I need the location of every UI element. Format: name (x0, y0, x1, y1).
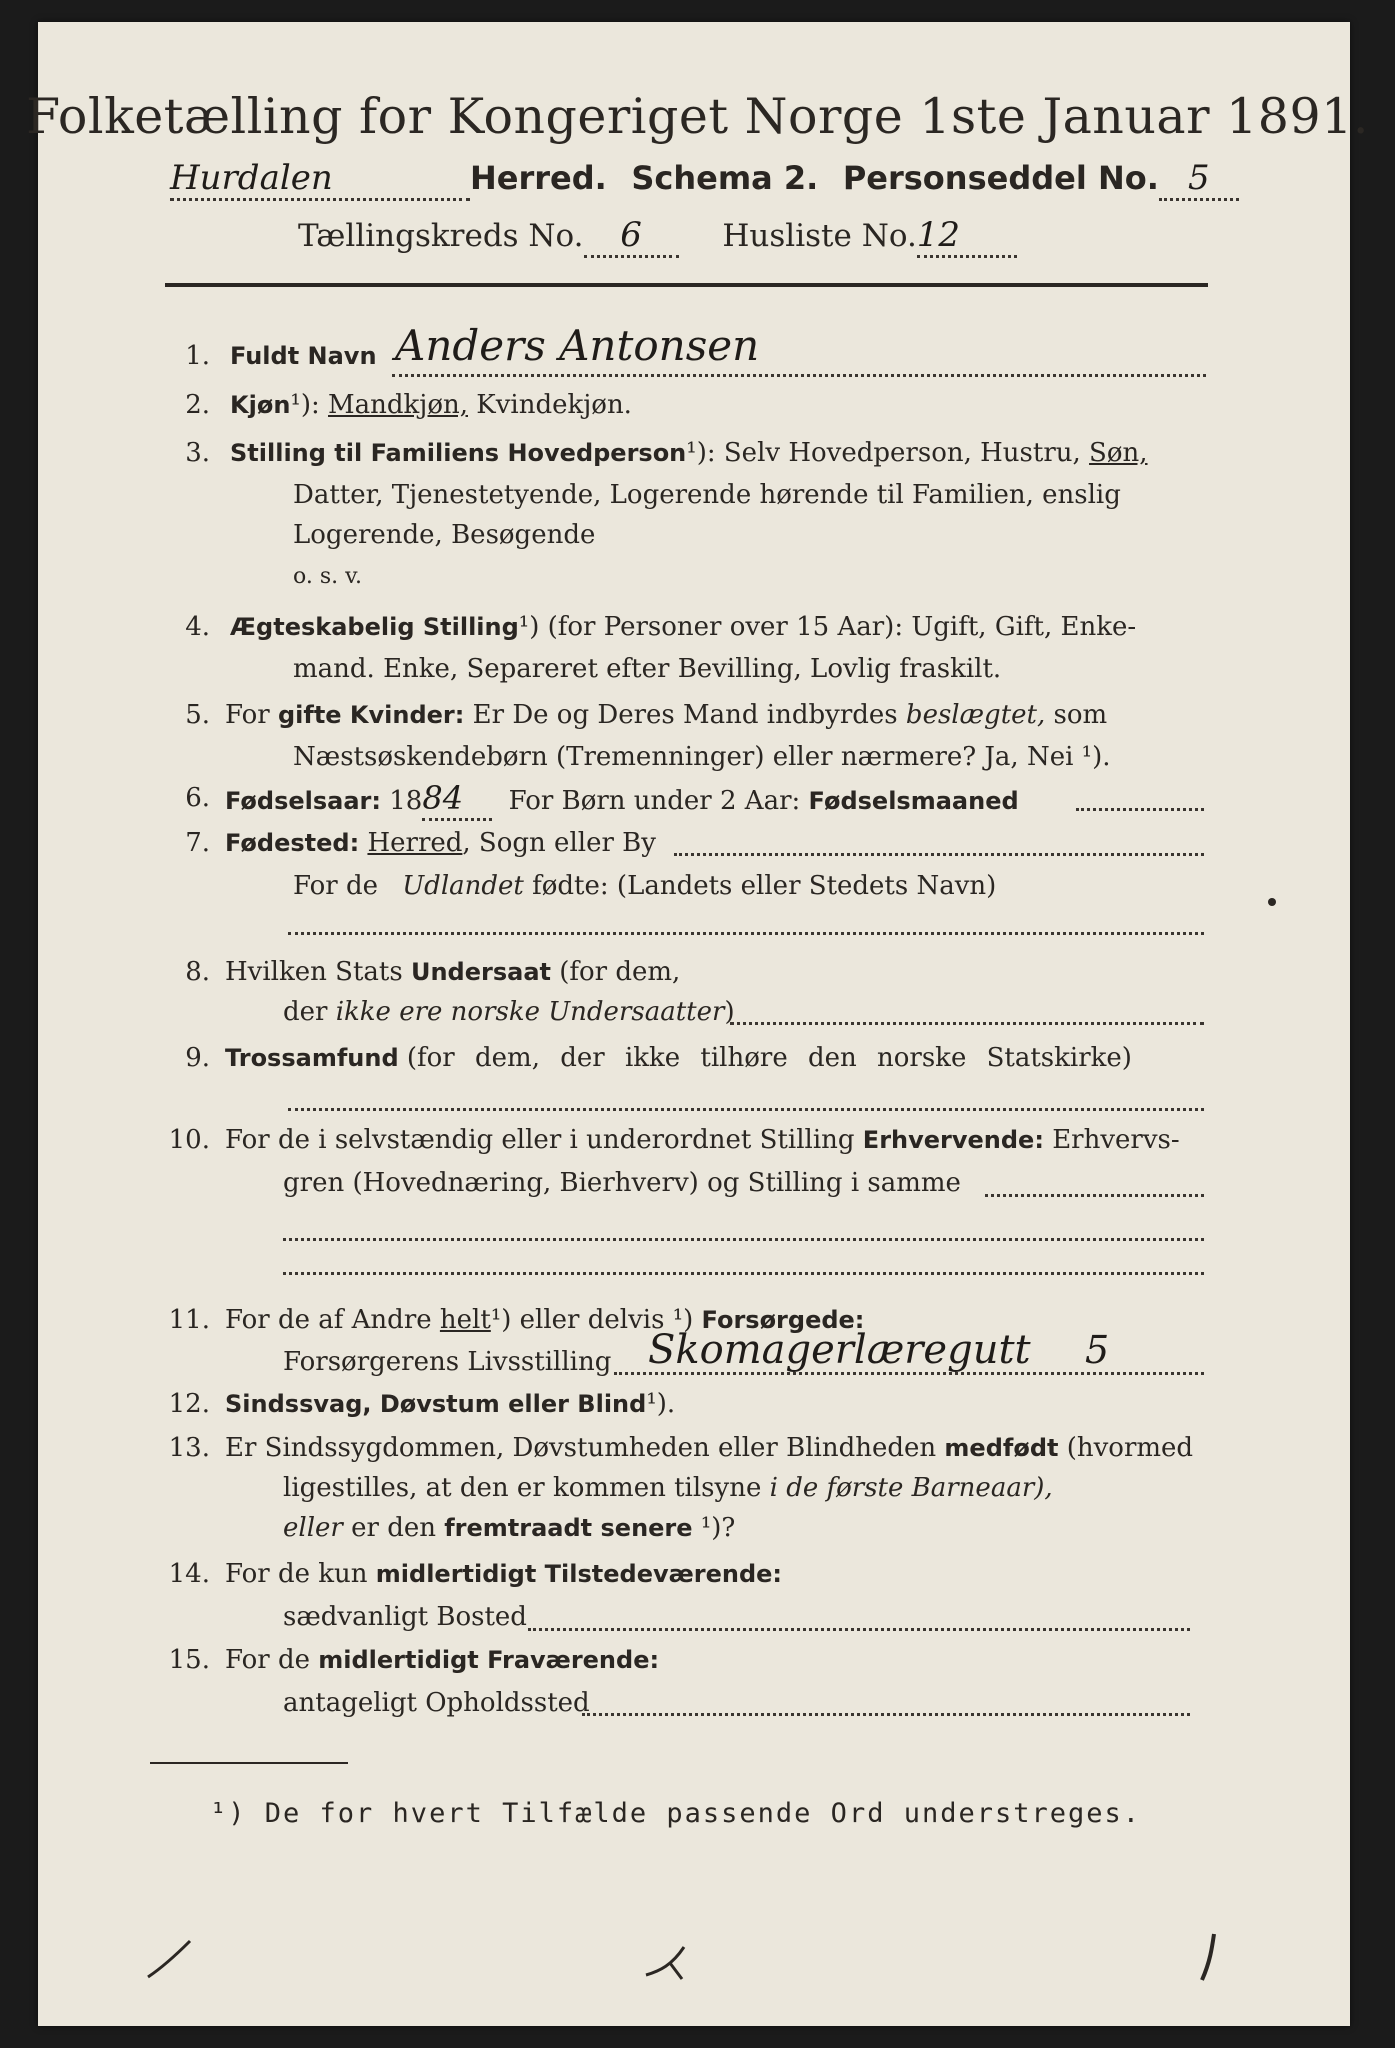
er-den-text: er den (351, 1513, 436, 1543)
barneaar-text: i de første Barneaar), (769, 1473, 1053, 1503)
herred-label: Herred. (470, 159, 607, 197)
item-number: 8. (185, 957, 210, 987)
for-dem-text: (for dem, (559, 957, 681, 987)
forsorgede-text: For de af Andre (225, 1305, 432, 1335)
erhverv-dotline-1 (985, 1194, 1204, 1197)
som-text: som (1053, 700, 1108, 730)
stilling-line4: o. s. v. (293, 564, 362, 589)
footnote-mark: ¹): (290, 390, 320, 420)
tilsyne-text: ligestilles, at den er kommen tilsyne (283, 1473, 762, 1503)
item-number: 11. (168, 1305, 210, 1335)
item-number: 3. (185, 438, 210, 468)
ink-dot (1265, 895, 1279, 909)
livsstilling-value-number: 5 (1085, 1328, 1110, 1372)
tilstedevaerende-label: midlertidigt Tilstedeværende: (375, 1560, 783, 1588)
erhverv-dotline-2 (283, 1238, 1204, 1241)
undersaat-label: Undersaat (410, 958, 551, 986)
trossamfund-dotline (288, 1108, 1204, 1111)
delvis-text: ¹) eller delvis ¹) (490, 1305, 694, 1335)
opholdssted-dotline (582, 1713, 1190, 1716)
udlandet-rest: fødte: (Landets eller Stedets Navn) (532, 871, 997, 901)
sindssvag-label: Sindssvag, Døvstum eller Blind (225, 1390, 647, 1418)
form-title: Folketælling for Kongeriget Norge 1ste Januar 1891. (26, 88, 1369, 145)
fodselsmaaned-dotline (1076, 808, 1204, 811)
option-kvindekjon: Kvindekjøn. (476, 390, 632, 420)
for-de-text: For de (225, 1645, 310, 1675)
stilling-label: Stilling til Familiens Hovedperson (230, 439, 687, 467)
trossamfund-label: Trossamfund (225, 1044, 399, 1072)
undersaat-dotline (730, 1022, 1204, 1025)
husliste-value: 12 (917, 215, 1017, 258)
forsorgede-label: Forsørgede: (701, 1306, 865, 1334)
item-number: 4. (185, 612, 210, 642)
kreds-label: Tællingskreds No. (298, 218, 584, 254)
name-dotline (392, 374, 1206, 377)
item-number: 10. (168, 1125, 210, 1155)
aegteskab-line1: ¹) (for Personer over 15 Aar): Ugift, Gift, Enke- (518, 612, 1137, 642)
beslaegtet-text: beslægtet, (905, 700, 1046, 730)
hvormed-text: (hvormed (1066, 1433, 1194, 1463)
pen-mark-center (640, 1935, 700, 1985)
footnote-mark: ¹). (646, 1389, 676, 1419)
erhvervs-text: Erhvervs- (1052, 1125, 1180, 1155)
gifte-kvinder-label: gifte Kvinder: (277, 701, 465, 729)
kreds-line (298, 215, 1017, 258)
fodselsmaaned-label: Fødselsmaaned (808, 787, 1019, 815)
gifte-line1: Er De og Deres Mand indbyrdes (472, 700, 898, 730)
born-text: For Børn under 2 Aar: (508, 786, 801, 816)
stilling-options: Selv Hovedperson, Hustru, (723, 438, 1081, 468)
gifte-line2: Næstsøskendebørn (Tremenninger) eller nærmere? Ja, Nei ¹). (293, 742, 1111, 772)
option-herred: Herred (367, 828, 463, 858)
option-son: Søn, (1089, 438, 1148, 468)
fodested-label: Fødested: (225, 829, 360, 857)
schema-label: Schema 2. (631, 159, 819, 197)
erhverv-line1: For de i selvstændig eller i underordnet Stilling (225, 1125, 855, 1155)
medfodt-line3 (283, 1508, 735, 1548)
item-number: 12. (168, 1389, 210, 1419)
stilling-line2: Datter, Tjenestetyende, Logerende hørende til Familien, enslig (293, 480, 1121, 510)
stilling-line3: Logerende, Besøgende (293, 520, 596, 550)
item-number: 6. (185, 783, 210, 813)
fodested-rest: , Sogn eller By (462, 828, 656, 858)
footnote-mark: ¹): (686, 438, 716, 468)
name-value: Anders Antonsen (395, 321, 760, 370)
pen-mark-right (1190, 1928, 1230, 1988)
item-number: 14. (168, 1559, 210, 1589)
item-number: 5. (185, 700, 210, 730)
option-mandkjon: Mandkjøn, (328, 390, 468, 420)
erhvervende-label: Erhvervende: (862, 1126, 1044, 1154)
medfodt-line2 (283, 1468, 1053, 1508)
for-de-text: For de (293, 871, 378, 901)
livsstilling-value: Skomagerlæregutt (648, 1327, 1031, 1373)
bosted-label: sædvanligt Bosted (283, 1602, 527, 1632)
erhverv-line2: gren (Hovednæring, Bierhverv) og Stilling i samme (283, 1168, 961, 1198)
kreds-value: 6 (584, 215, 679, 258)
fodselsaar-label: Fødselsaar: (225, 787, 381, 815)
herred-line (170, 158, 1239, 201)
medfodt-label: medfødt (944, 1434, 1059, 1462)
item-number: 1. (185, 341, 210, 371)
udlandet-dotline (288, 932, 1204, 935)
udlandet-text: Udlandet (402, 871, 524, 901)
undersaat-line2: der ikke ere norske Undersaatter) (283, 997, 735, 1027)
year-prefix: 18 (389, 786, 423, 816)
livsstilling-label: Forsørgerens Livsstilling (283, 1347, 612, 1377)
ikke-norske-text: ikke ere norske Undersaatter (335, 997, 725, 1027)
item-number: 13. (168, 1433, 210, 1463)
stats-text: Hvilken Stats (225, 957, 403, 987)
erhverv-dotline-3 (283, 1272, 1204, 1275)
senere-label: fremtraadt senere (444, 1514, 693, 1542)
for-de-kun-text: For de kun (225, 1559, 368, 1589)
eller-text: eller (283, 1513, 343, 1543)
der-text: der (283, 997, 328, 1027)
husliste-label: Husliste No. (722, 218, 917, 254)
pen-mark-left (140, 1935, 200, 1985)
opholdssted-label: antageligt Opholdssted (283, 1688, 590, 1718)
option-helt: helt (439, 1305, 491, 1335)
fodested-dotline (674, 853, 1204, 856)
livsstilling-line (283, 1342, 611, 1382)
kjon-label: Kjøn (230, 391, 291, 419)
item-number: 2. (185, 390, 210, 420)
fravaerende-label: midlertidigt Fraværende: (318, 1646, 660, 1674)
trossamfund-rest: (for dem, der ikke tilhøre den norske Statskirke) (406, 1043, 1132, 1073)
medfodt-line1: Er Sindssygdommen, Døvstumheden eller Blindheden (225, 1433, 937, 1463)
personseddel-label: Personseddel No. (842, 159, 1159, 197)
header-rule (165, 283, 1208, 287)
livsstilling-dotline (614, 1372, 1204, 1375)
udlandet-line (293, 866, 996, 906)
year-value: 84 (422, 778, 492, 821)
item-number: 15. (168, 1645, 210, 1675)
fuldt-navn-label: Fuldt Navn (230, 342, 377, 370)
item-number: 9. (185, 1043, 210, 1073)
footnote-mark: ¹)? (700, 1513, 736, 1543)
footnote: ¹) De for hvert Tilfælde passende Ord understreges. (210, 1798, 1142, 1829)
personseddel-value: 5 (1159, 158, 1239, 201)
aegteskab-label: Ægteskabelig Stilling (230, 613, 519, 641)
bosted-dotline (528, 1628, 1190, 1631)
item-number: 7. (185, 828, 210, 858)
footnote-rule (150, 1762, 348, 1764)
for-text: For (225, 700, 270, 730)
herred-value: Hurdalen (170, 158, 470, 201)
aegteskab-line2: mand. Enke, Separeret efter Bevilling, Lovlig fraskilt. (293, 654, 1002, 684)
